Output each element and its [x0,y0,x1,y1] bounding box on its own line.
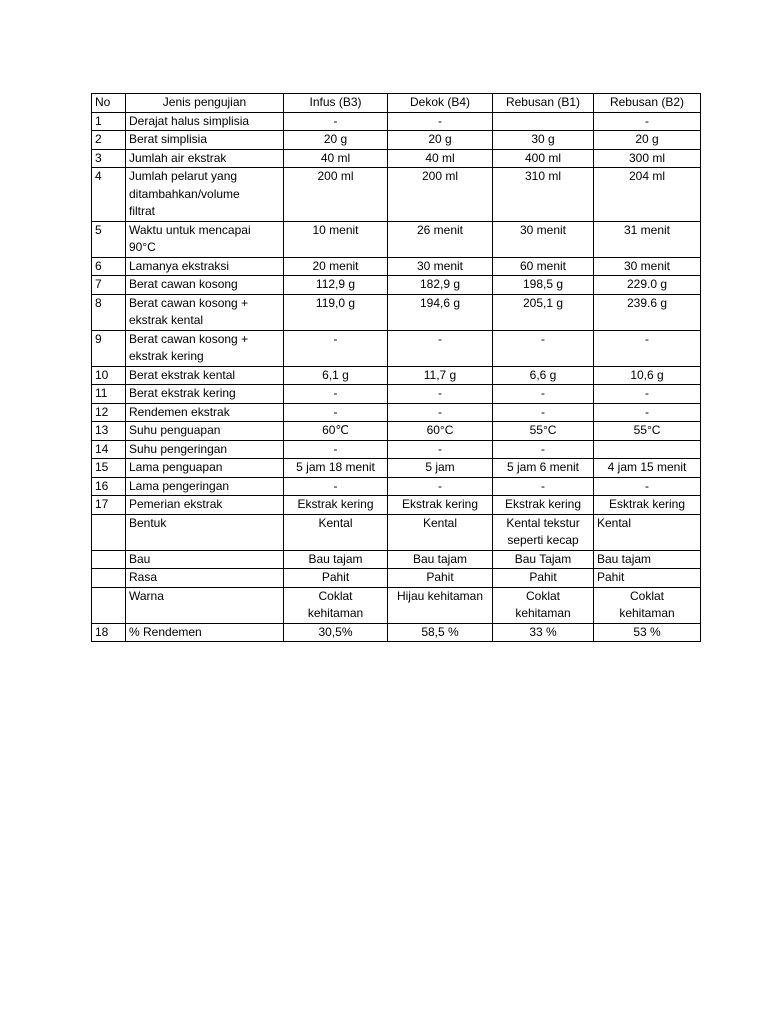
cell-rebusan-b1: - [493,385,594,404]
cell-rebusan-b2 [594,440,701,459]
cell-rebusan-b2: Esktrak kering [594,496,701,515]
cell-no [92,587,126,623]
cell-rebusan-b1: - [493,440,594,459]
cell-rebusan-b1: - [493,403,594,422]
table-row [92,422,701,441]
cell-dekok-b4: 5 jam [388,459,493,478]
cell-dekok-b4: - [388,112,493,131]
cell-jenis-pengujian: Bau [126,550,284,569]
cell-rebusan-b2: 55°C [594,422,701,441]
cell-no [92,569,126,588]
cell-infus-b3: - [284,385,388,404]
cell-no: 18 [92,623,126,642]
cell-dekok-b4: - [388,403,493,422]
cell-rebusan-b1: 30 g [493,131,594,150]
cell-rebusan-b1: Kental tekstur seperti kecap [493,514,594,550]
cell-no: 12 [92,403,126,422]
cell-dekok-b4: - [388,477,493,496]
cell-rebusan-b1 [493,112,594,131]
table-row [92,330,701,366]
cell-dekok-b4: 30 menit [388,257,493,276]
table-row [92,459,701,478]
cell-infus-b3: 6,1 g [284,366,388,385]
cell-jenis-pengujian: Rendemen ekstrak [126,403,284,422]
cell-jenis-pengujian: Pemerian ekstrak [126,496,284,515]
cell-jenis-pengujian: Berat cawan kosong + ekstrak kental [126,294,284,330]
cell-infus-b3: 200 ml [284,168,388,222]
cell-no: 6 [92,257,126,276]
cell-dekok-b4: 200 ml [388,168,493,222]
header-cell-no: No [92,94,126,113]
cell-infus-b3: 30,5% [284,623,388,642]
cell-dekok-b4: 194,6 g [388,294,493,330]
cell-no: 4 [92,168,126,222]
cell-rebusan-b2: 204 ml [594,168,701,222]
cell-jenis-pengujian: Jumlah pelarut yang ditambahkan/volume filtrat [126,168,284,222]
cell-jenis-pengujian: Jumlah air ekstrak [126,149,284,168]
cell-infus-b3: 10 menit [284,221,388,257]
header-cell-rebusan-b2: Rebusan (B2) [594,94,701,113]
cell-dekok-b4: - [388,440,493,459]
cell-no: 8 [92,294,126,330]
cell-jenis-pengujian: Berat simplisia [126,131,284,150]
cell-no: 5 [92,221,126,257]
cell-infus-b3: 112,9 g [284,276,388,295]
cell-rebusan-b1: 60 menit [493,257,594,276]
cell-jenis-pengujian: Suhu penguapan [126,422,284,441]
cell-jenis-pengujian: Bentuk [126,514,284,550]
cell-no: 9 [92,330,126,366]
cell-infus-b3: 20 menit [284,257,388,276]
cell-dekok-b4: 11,7 g [388,366,493,385]
cell-rebusan-b1: Bau Tajam [493,550,594,569]
cell-no: 15 [92,459,126,478]
cell-rebusan-b1: Ekstrak kering [493,496,594,515]
table-row [92,294,701,330]
cell-rebusan-b1: 310 ml [493,168,594,222]
cell-infus-b3: 5 jam 18 menit [284,459,388,478]
table-row [92,587,701,623]
cell-dekok-b4: Ekstrak kering [388,496,493,515]
cell-no: 11 [92,385,126,404]
cell-rebusan-b2: - [594,403,701,422]
cell-dekok-b4: 60°C [388,422,493,441]
table-row [92,623,701,642]
cell-rebusan-b1: 400 ml [493,149,594,168]
cell-jenis-pengujian: Warna [126,587,284,623]
cell-infus-b3: - [284,112,388,131]
cell-infus-b3: 40 ml [284,149,388,168]
cell-rebusan-b2: 31 menit [594,221,701,257]
cell-rebusan-b2: 229.0 g [594,276,701,295]
header-cell-rebusan-b1: Rebusan (B1) [493,94,594,113]
cell-dekok-b4: 26 menit [388,221,493,257]
cell-dekok-b4: - [388,385,493,404]
cell-infus-b3: Kental [284,514,388,550]
cell-jenis-pengujian: Lamanya ekstraksi [126,257,284,276]
cell-rebusan-b2: - [594,330,701,366]
cell-jenis-pengujian: Suhu pengeringan [126,440,284,459]
cell-no: 13 [92,422,126,441]
table-row [92,496,701,515]
cell-no: 16 [92,477,126,496]
cell-rebusan-b2: 239.6 g [594,294,701,330]
cell-rebusan-b2: 10,6 g [594,366,701,385]
cell-rebusan-b1: 5 jam 6 menit [493,459,594,478]
table-row [92,569,701,588]
table-row [92,514,701,550]
cell-rebusan-b1: 55°C [493,422,594,441]
table-row [92,276,701,295]
cell-rebusan-b2: Coklat kehitaman [594,587,701,623]
cell-infus-b3: Bau tajam [284,550,388,569]
cell-dekok-b4: Hijau kehitaman [388,587,493,623]
cell-jenis-pengujian: Waktu untuk mencapai 90°C [126,221,284,257]
cell-infus-b3: Pahit [284,569,388,588]
cell-dekok-b4: Bau tajam [388,550,493,569]
cell-jenis-pengujian: Lama pengeringan [126,477,284,496]
cell-rebusan-b2: Kental [594,514,701,550]
cell-rebusan-b2: Pahit [594,569,701,588]
cell-rebusan-b1: - [493,477,594,496]
table-row [92,112,701,131]
cell-rebusan-b2: 4 jam 15 menit [594,459,701,478]
table-row [92,221,701,257]
table-row [92,149,701,168]
cell-infus-b3: 20 g [284,131,388,150]
cell-rebusan-b1: Pahit [493,569,594,588]
table-row [92,385,701,404]
table-body [92,112,701,642]
header-cell-infus-b3: Infus (B3) [284,94,388,113]
results-table [91,93,701,642]
cell-infus-b3: 60℃ [284,422,388,441]
cell-rebusan-b2: 20 g [594,131,701,150]
header-row [92,94,701,113]
cell-jenis-pengujian: Lama penguapan [126,459,284,478]
cell-no: 7 [92,276,126,295]
cell-dekok-b4: 58,5 % [388,623,493,642]
cell-rebusan-b1: 6,6 g [493,366,594,385]
cell-infus-b3: - [284,477,388,496]
cell-infus-b3: Ekstrak kering [284,496,388,515]
table-row [92,131,701,150]
cell-jenis-pengujian: % Rendemen [126,623,284,642]
cell-rebusan-b1: 33 % [493,623,594,642]
table-row [92,440,701,459]
cell-jenis-pengujian: Berat cawan kosong + ekstrak kering [126,330,284,366]
cell-rebusan-b2: - [594,477,701,496]
cell-rebusan-b2: 300 ml [594,149,701,168]
cell-no: 2 [92,131,126,150]
cell-dekok-b4: Kental [388,514,493,550]
cell-rebusan-b1: 198,5 g [493,276,594,295]
cell-rebusan-b1: Coklat kehitaman [493,587,594,623]
cell-jenis-pengujian: Berat ekstrak kering [126,385,284,404]
cell-rebusan-b1: 30 menit [493,221,594,257]
cell-no [92,514,126,550]
cell-dekok-b4: 182,9 g [388,276,493,295]
table-row [92,550,701,569]
cell-rebusan-b2: Bau tajam [594,550,701,569]
cell-infus-b3: Coklat kehitaman [284,587,388,623]
cell-no: 3 [92,149,126,168]
cell-jenis-pengujian: Rasa [126,569,284,588]
cell-no: 1 [92,112,126,131]
header-cell-jenis-pengujian: Jenis pengujian [126,94,284,113]
cell-jenis-pengujian: Derajat halus simplisia [126,112,284,131]
cell-rebusan-b2: - [594,385,701,404]
cell-rebusan-b2: 30 menit [594,257,701,276]
cell-dekok-b4: 20 g [388,131,493,150]
cell-infus-b3: - [284,330,388,366]
cell-rebusan-b2: - [594,112,701,131]
cell-no [92,550,126,569]
cell-infus-b3: - [284,403,388,422]
cell-dekok-b4: Pahit [388,569,493,588]
cell-infus-b3: - [284,440,388,459]
cell-jenis-pengujian: Berat cawan kosong [126,276,284,295]
cell-jenis-pengujian: Berat ekstrak kental [126,366,284,385]
cell-no: 14 [92,440,126,459]
header-cell-dekok-b4: Dekok (B4) [388,94,493,113]
cell-dekok-b4: 40 ml [388,149,493,168]
table-row [92,403,701,422]
table-row [92,168,701,222]
cell-rebusan-b1: 205,1 g [493,294,594,330]
cell-rebusan-b2: 53 % [594,623,701,642]
table-row [92,477,701,496]
cell-no: 10 [92,366,126,385]
table-row [92,257,701,276]
table-row [92,366,701,385]
cell-no: 17 [92,496,126,515]
cell-rebusan-b1: - [493,330,594,366]
cell-dekok-b4: - [388,330,493,366]
cell-infus-b3: 119,0 g [284,294,388,330]
